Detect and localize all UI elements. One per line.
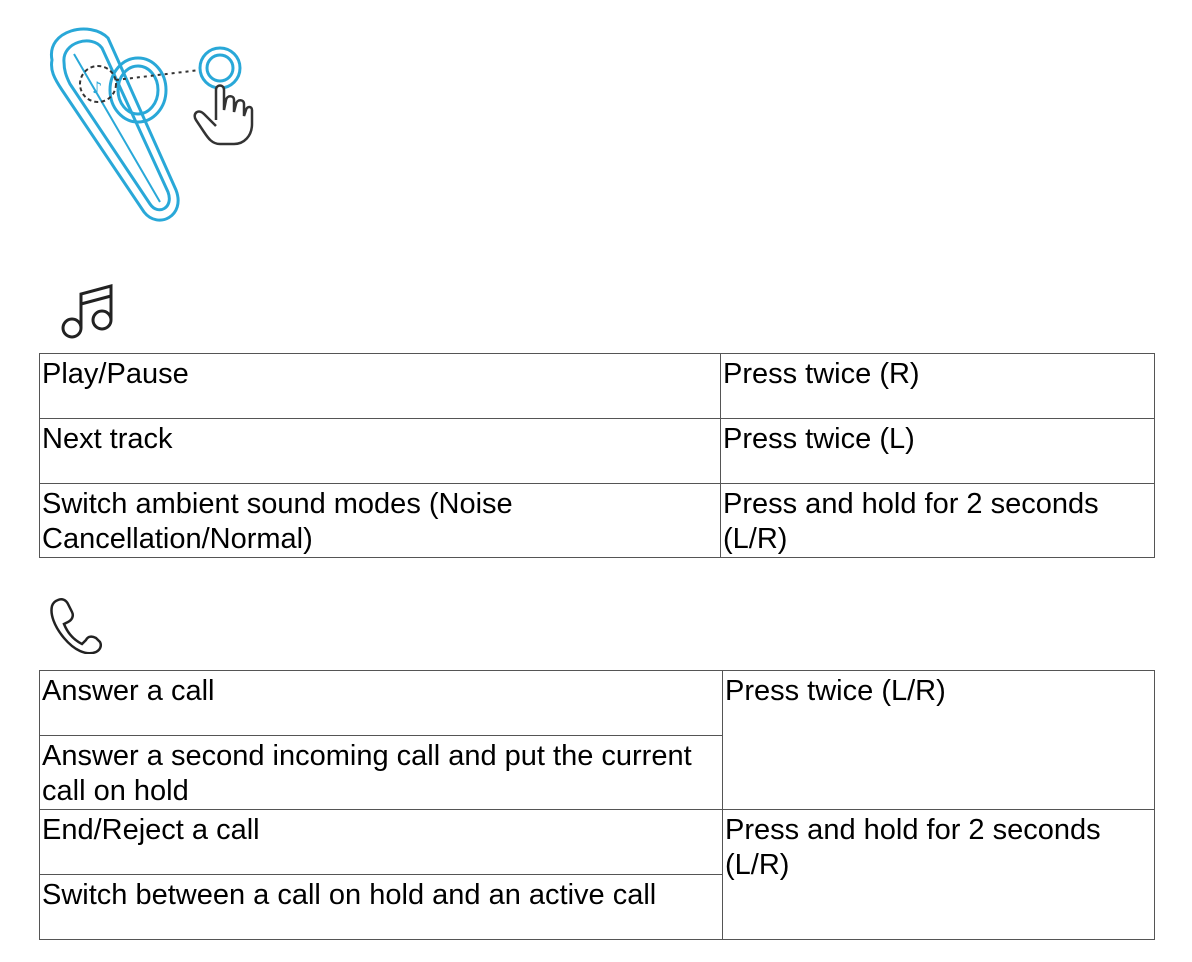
action-cell: Play/Pause [40, 354, 721, 419]
music-note-icon [58, 282, 120, 342]
gesture-cell: Press twice (L/R) [723, 671, 1155, 810]
table-row [40, 810, 1155, 875]
action-cell: Answer a second incoming call and put the current call on hold [40, 736, 723, 810]
table-row [40, 419, 1155, 484]
action-cell: Switch between a call on hold and an active call [40, 875, 723, 940]
gesture-cell: Press twice (L) [721, 419, 1155, 484]
gesture-cell: Press and hold for 2 seconds (L/R) [721, 484, 1155, 558]
gesture-cell: Press twice (R) [721, 354, 1155, 419]
table-row [40, 354, 1155, 419]
action-cell: Answer a call [40, 671, 723, 736]
table-row [40, 484, 1155, 558]
phone-icon [46, 596, 102, 654]
action-cell: End/Reject a call [40, 810, 723, 875]
action-cell: Switch ambient sound modes (Noise Cancellation/Normal) [40, 484, 721, 558]
music-controls-table [39, 353, 1155, 558]
gesture-cell: Press and hold for 2 seconds (L/R) [723, 810, 1155, 940]
action-cell: Next track [40, 419, 721, 484]
earbud-touch-control-icon [40, 20, 260, 235]
svg-text:♪: ♪ [92, 78, 103, 97]
call-controls-table [39, 670, 1155, 940]
table-row [40, 671, 1155, 736]
